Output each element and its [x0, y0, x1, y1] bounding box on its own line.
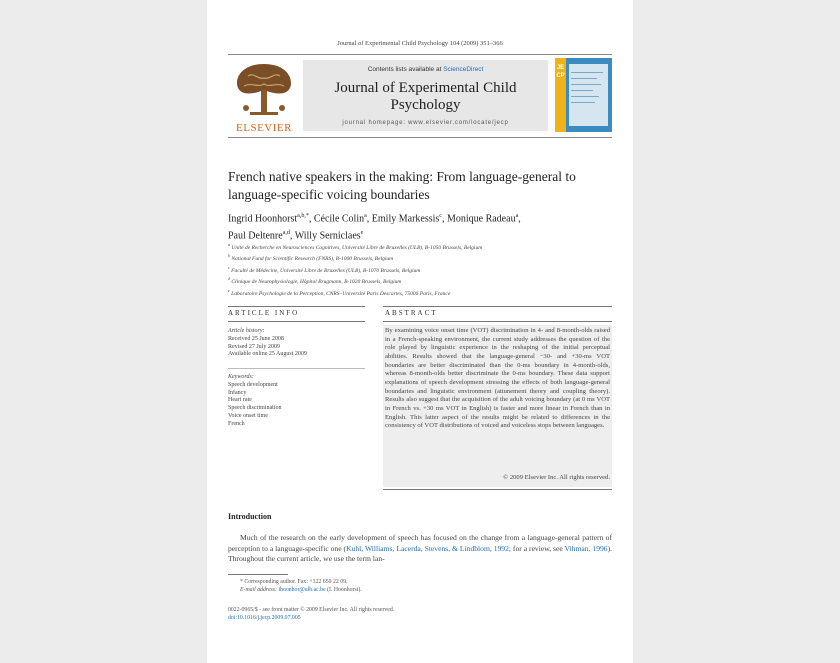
author-affiliation-mark: c	[439, 213, 442, 219]
email-line	[228, 586, 612, 594]
abstract-rule	[383, 306, 612, 307]
footnotes	[228, 578, 612, 595]
keyword: Infancy	[228, 389, 247, 396]
author-separator: ,	[518, 213, 521, 225]
contents-prefix: Contents lists available at	[367, 66, 444, 73]
affiliation-text: Unité de Recherche en Neurosciences Cognitives, Université Libre de Bruxelles (ULB), B-1050 Brussels, Belgium	[231, 244, 483, 251]
author-affiliation-mark: a	[515, 213, 519, 219]
affiliation-text: National Fund for Scientific Research (FNRS), B-1000 Brussels, Belgium	[231, 256, 394, 263]
article-info-rule	[228, 306, 365, 307]
intro-text: Much of the research on the early development of speech has focused on the change from a language-general pattern of perception to a language-specific one (	[228, 533, 612, 553]
author-name: Paul Deltenre	[228, 230, 283, 242]
affiliation-text: Laboratoire Psychologie de la Perception, CNRS–Université Paris Descartes, 75006 Paris, France	[231, 290, 451, 297]
citation-link-vihman[interactable]: Vihman, 1996	[564, 543, 608, 553]
email-suffix: (I. Hoonhorst).	[325, 587, 362, 594]
author-separator: ,	[366, 213, 372, 225]
cover-line	[571, 102, 595, 103]
article-title: French native speakers in the making: From language-general to language-specific voicing boundaries	[228, 169, 576, 202]
author-affiliation-mark: a	[364, 213, 367, 219]
email-link[interactable]: ihoonhor@ulb.ac.be	[278, 587, 326, 594]
affiliation-item	[228, 275, 612, 286]
history-online: Available online 25 August 2009	[228, 351, 307, 358]
intro-heading: Introduction	[228, 512, 272, 521]
affiliation-item	[228, 252, 612, 263]
author-affiliation-mark: a,b,*	[297, 213, 309, 219]
author-name: Cécile Colin	[313, 213, 365, 225]
journal-banner	[303, 60, 548, 131]
affiliation-mark: d	[228, 276, 230, 282]
publisher-logo-text: ELSEVIER	[236, 122, 292, 134]
email-label: E-mail address:	[240, 587, 277, 594]
author-name: Willy Serniclaes	[294, 230, 361, 242]
affiliation-item	[228, 264, 612, 275]
cover-line	[571, 90, 593, 91]
cover-line	[571, 72, 603, 73]
affiliation-mark: b	[228, 253, 230, 259]
cover-line	[571, 78, 597, 79]
keyword: French	[228, 420, 245, 427]
footnote-rule	[228, 574, 288, 575]
history-revised: Revised 27 July 2009	[228, 343, 280, 350]
author-separator: ,	[289, 230, 295, 242]
affiliation-text: Clinique de Neurophysiologie, Hôpital Brugmann, B-1020 Brussels, Belgium	[231, 279, 402, 286]
cover-line	[571, 84, 601, 85]
author-list	[228, 209, 612, 244]
author-name: Monique Radeau	[446, 213, 516, 225]
author-name: Emily Markessis	[371, 213, 440, 225]
tree-icon	[228, 56, 300, 120]
keywords-label: Keywords:	[228, 374, 254, 380]
abstract-copyright: © 2009 Elsevier Inc. All rights reserved.	[503, 474, 610, 481]
author-separator: ,	[441, 213, 447, 225]
cover-logo-text: JECP	[556, 65, 565, 79]
affiliation-mark: a	[228, 242, 230, 247]
keyword: Speech development	[228, 381, 278, 388]
affiliation-mark: c	[228, 264, 230, 270]
affiliation-mark: e	[228, 287, 230, 293]
affiliation-list	[228, 241, 612, 298]
cover-panel	[569, 64, 608, 126]
article-info-heading: ARTICLE INFO	[228, 309, 300, 317]
abstract-rule	[383, 321, 612, 322]
doi-link[interactable]: doi:10.1016/j.jecp.2009.07.005	[228, 615, 301, 622]
keyword: Voice onset time	[228, 412, 268, 419]
bottom-meta	[228, 606, 612, 623]
paper-page	[207, 0, 633, 663]
affiliation-item	[228, 241, 612, 252]
cover-line	[571, 96, 599, 97]
abstract-heading: ABSTRACT	[385, 309, 438, 317]
author-separator: ,	[308, 213, 314, 225]
keyword: Speech discrimination	[228, 405, 282, 412]
journal-citation: Journal of Experimental Child Psychology 104 (2009) 351–366	[337, 40, 503, 47]
intro-text: ; for a review, see	[508, 543, 565, 553]
abstract-text: By examining voice onset time (VOT) discrimination in 4- and 8-month-olds raised in a French-speaking environment, the current study addresses the question of the role played by linguistic experience in the reshaping of the initial perceptual abilities. Results showed that the language-general −30- and +30-ms VOT boundaries are better discriminated than the 0-ms boundary in 4-month-olds, whereas 8-month-olds better discriminate the 0-ms boundary. These data support explanations of speech development stressing the effects of both language-general boundaries and linguistic environment (attunement theory and coupling theory). Results also suggest that the acquisition of the adult voicing boundary (at 0 ms VOT in French vs. +30 ms VOT in English) is faster and more linear in French than in English. This latter aspect of the results might be related to differences in the consistency of VOT distributions of voiced and voiceless stops between languages.	[385, 327, 610, 430]
header-top-rule	[228, 54, 612, 55]
abstract-bottom-rule	[383, 489, 612, 490]
keywords	[228, 374, 365, 429]
corresponding-author: * Corresponding author. Fax: +322 650 22 09.	[240, 579, 348, 585]
journal-cover	[555, 58, 612, 132]
history-received: Received 25 June 2008	[228, 335, 284, 342]
keyword: Heart rate	[228, 397, 252, 404]
elsevier-logo	[228, 56, 300, 134]
issn-line: 0022-0965/$ - see front matter © 2009 Elsevier Inc. All rights reserved.	[228, 607, 395, 613]
article-info-rule	[228, 321, 365, 322]
author-affiliation-mark: a,d	[282, 230, 290, 237]
journal-name: Journal of Experimental Child Psychology	[334, 80, 517, 113]
header-bottom-rule	[228, 137, 612, 138]
affiliation-item	[228, 287, 612, 298]
intro-paragraph	[228, 533, 612, 565]
info-divider	[228, 368, 365, 369]
affiliation-text: Faculté de Médecine, Université Libre de Bruxelles (ULB), B-1070 Brussels, Belgium	[231, 267, 421, 274]
journal-homepage[interactable]: journal homepage: www.elsevier.com/locate/jecp	[342, 120, 509, 126]
intro-text: ). Throughout the current article, we use the term lan-	[228, 543, 613, 563]
author-affiliation-mark: e	[360, 230, 364, 237]
history-label: Article history:	[228, 328, 265, 334]
sciencedirect-link[interactable]: ScienceDirect	[443, 66, 484, 73]
article-history	[228, 328, 365, 359]
citation-link-kuhl[interactable]: Kuhl, Williams, Lacerda, Stevens, & Lindblom, 1992	[346, 543, 509, 553]
contents-line	[303, 66, 548, 73]
author-name: Ingrid Hoonhorst	[228, 213, 298, 225]
